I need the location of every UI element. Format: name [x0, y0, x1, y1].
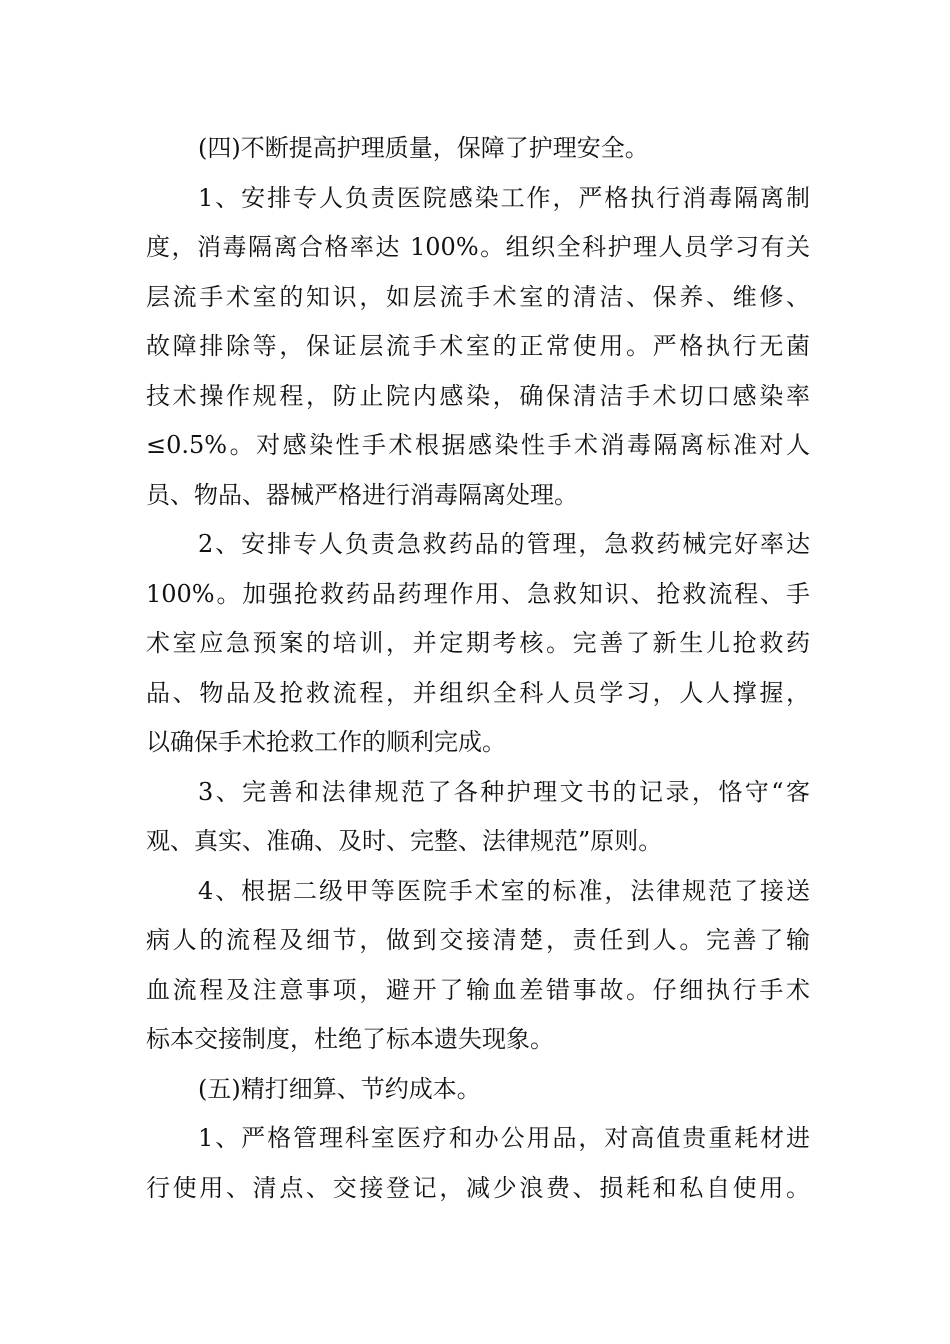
paragraph-line: 1、安排专人负责医院感染工作，严格执行消毒隔离制 — [198, 183, 810, 212]
paragraph-line: 1、严格管理科室医疗和办公用品，对高值贵重耗材进 — [198, 1124, 810, 1152]
paragraph-line: 员、物品、器械严格进行消毒隔离处理。 — [146, 480, 578, 509]
paragraph-line: 以确保手术抢救工作的顺利完成。 — [146, 728, 506, 756]
paragraph-line: 术室应急预案的培训，并定期考核。完善了新生儿抢救药 — [146, 629, 810, 657]
paragraph-line: 100%。加强抢救药品药理作用、急救知识、抢救流程、手 — [146, 579, 810, 608]
paragraph-line: 4、根据二级甲等医院手术室的标准，法律规范了接送 — [198, 876, 810, 905]
paragraph-line: 品、物品及抢救流程，并组织全科人员学习，人人撑握， — [146, 678, 810, 707]
document-body — [146, 124, 810, 1213]
paragraph-line: 3、完善和法律规范了各种护理文书的记录，恪守“客 — [198, 777, 810, 806]
paragraph-line: 故障排除等，保证层流手术室的正常使用。严格执行无菌 — [146, 332, 810, 360]
section-heading-4: (四)不断提高护理质量，保障了护理安全。 — [198, 134, 649, 162]
paragraph-line: 观、真实、准确、及时、完整、法律规范”原则。 — [146, 827, 663, 855]
paragraph-line: 度，消毒隔离合格率达 100%。组织全科护理人员学习有关 — [146, 233, 810, 261]
paragraph-line: 行使用、清点、交接登记，减少浪费、损耗和私自使用。 — [146, 1173, 810, 1202]
paragraph-line: 标本交接制度，杜绝了标本遗失现象。 — [146, 1025, 554, 1053]
paragraph-line: 技术操作规程，防止院内感染，确保清洁手术切口感染率 — [146, 381, 810, 410]
paragraph-line: ≤0.5%。对感染性手术根据感染性手术消毒隔离标准对人 — [146, 431, 810, 459]
paragraph-line: 层流手术室的知识，如层流手术室的清洁、保养、维修、 — [146, 282, 810, 311]
section-heading-5: (五)精打细算、节约成本。 — [198, 1074, 481, 1103]
paragraph-line: 病人的流程及细节，做到交接清楚，责任到人。完善了输 — [146, 926, 810, 954]
paragraph-line: 2、安排专人负责急救药品的管理，急救药械完好率达 — [198, 530, 810, 558]
paragraph-line: 血流程及注意事项，避开了输血差错事故。仔细执行手术 — [146, 975, 810, 1004]
